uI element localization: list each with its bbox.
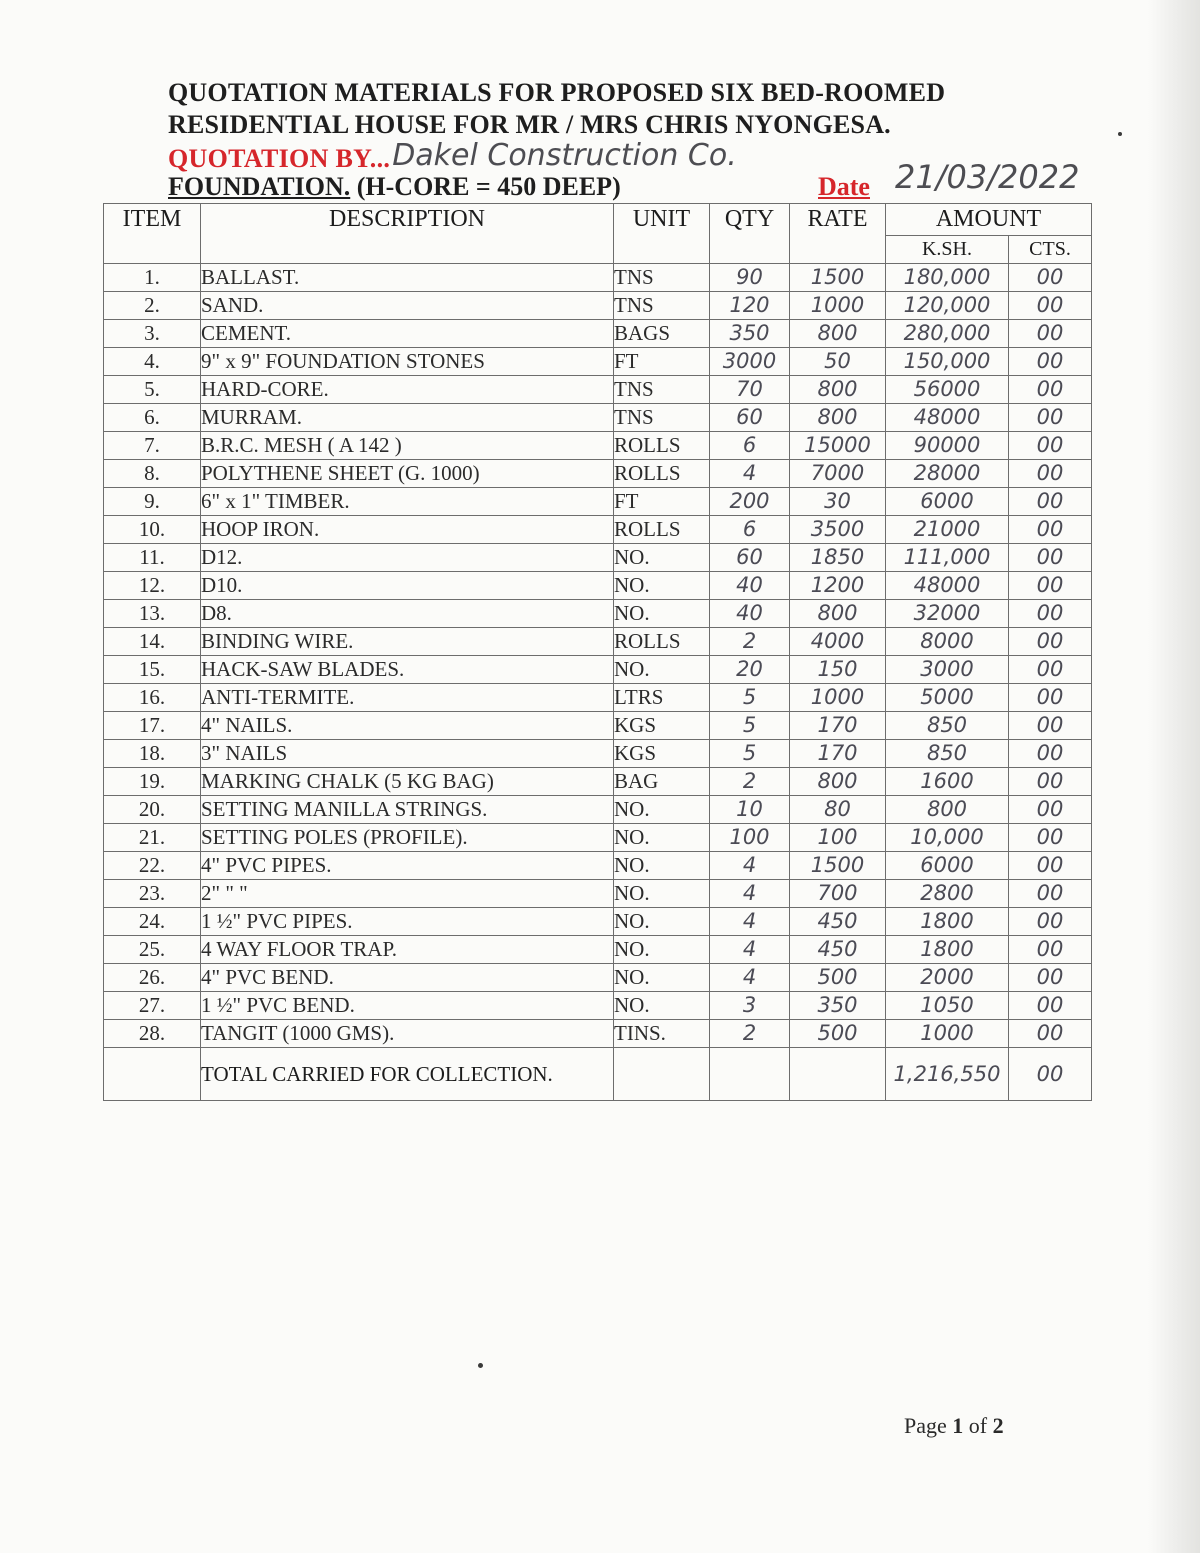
row-description: HARD-CORE. [201, 376, 614, 404]
row-rate: 800 [790, 768, 886, 796]
table-row [104, 908, 1092, 936]
table-row [104, 824, 1092, 852]
scan-speck [478, 1363, 483, 1368]
row-amount-ksh: 48000 [886, 572, 1009, 600]
row-description: B.R.C. MESH ( A 142 ) [201, 432, 614, 460]
quotation-by-line [168, 140, 737, 175]
row-qty: 100 [710, 824, 790, 852]
row-qty: 4 [710, 880, 790, 908]
row-rate: 7000 [790, 460, 886, 488]
row-unit: NO. [614, 824, 710, 852]
row-amount-ksh: 32000 [886, 600, 1009, 628]
row-unit: BAGS [614, 320, 710, 348]
row-rate: 1200 [790, 572, 886, 600]
row-qty: 2 [710, 1020, 790, 1048]
row-description: 9" x 9" FOUNDATION STONES [201, 348, 614, 376]
row-unit: NO. [614, 964, 710, 992]
row-item-number: 13. [104, 600, 201, 628]
row-amount-cts: 00 [1009, 964, 1092, 992]
row-item-number: 7. [104, 432, 201, 460]
table-row [104, 796, 1092, 824]
row-unit: NO. [614, 852, 710, 880]
row-description: D10. [201, 572, 614, 600]
total-item-cell [104, 1048, 201, 1101]
row-item-number: 6. [104, 404, 201, 432]
row-item-number: 25. [104, 936, 201, 964]
row-item-number: 12. [104, 572, 201, 600]
row-amount-cts: 00 [1009, 572, 1092, 600]
row-rate: 150 [790, 656, 886, 684]
row-qty: 350 [710, 320, 790, 348]
row-item-number: 23. [104, 880, 201, 908]
table-row [104, 936, 1092, 964]
column-header-description: DESCRIPTION [201, 204, 614, 264]
row-rate: 1850 [790, 544, 886, 572]
row-rate: 1000 [790, 684, 886, 712]
row-amount-cts: 00 [1009, 908, 1092, 936]
row-qty: 4 [710, 852, 790, 880]
page-total: 2 [992, 1413, 1004, 1438]
row-unit: FT [614, 348, 710, 376]
row-description: 4" NAILS. [201, 712, 614, 740]
row-item-number: 10. [104, 516, 201, 544]
row-description: SETTING POLES (PROFILE). [201, 824, 614, 852]
row-unit: TNS [614, 404, 710, 432]
row-unit: NO. [614, 544, 710, 572]
row-amount-ksh: 2000 [886, 964, 1009, 992]
row-amount-ksh: 10,000 [886, 824, 1009, 852]
row-rate: 15000 [790, 432, 886, 460]
document-title-line-2: RESIDENTIAL HOUSE FOR MR / MRS CHRIS NYONGESA. [168, 110, 891, 139]
row-item-number: 17. [104, 712, 201, 740]
row-amount-ksh: 150,000 [886, 348, 1009, 376]
row-rate: 450 [790, 936, 886, 964]
row-qty: 5 [710, 684, 790, 712]
row-item-number: 18. [104, 740, 201, 768]
row-amount-ksh: 6000 [886, 852, 1009, 880]
row-item-number: 15. [104, 656, 201, 684]
table-row [104, 264, 1092, 292]
row-amount-cts: 00 [1009, 992, 1092, 1020]
quotation-by-value: Dakel Construction Co. [392, 138, 737, 173]
section-title-label: FOUNDATION. [168, 172, 351, 201]
table-row [104, 320, 1092, 348]
total-amount-cts: 00 [1009, 1048, 1092, 1101]
row-description: SAND. [201, 292, 614, 320]
row-rate: 500 [790, 1020, 886, 1048]
column-header-item: ITEM [104, 204, 201, 264]
row-qty: 4 [710, 460, 790, 488]
row-amount-cts: 00 [1009, 712, 1092, 740]
row-amount-ksh: 1800 [886, 908, 1009, 936]
row-unit: ROLLS [614, 628, 710, 656]
row-amount-ksh: 21000 [886, 516, 1009, 544]
row-description: 4" PVC PIPES. [201, 852, 614, 880]
row-description: D12. [201, 544, 614, 572]
row-qty: 4 [710, 936, 790, 964]
row-qty: 2 [710, 628, 790, 656]
row-item-number: 14. [104, 628, 201, 656]
row-description: MARKING CHALK (5 KG BAG) [201, 768, 614, 796]
row-unit: TNS [614, 376, 710, 404]
row-rate: 1500 [790, 852, 886, 880]
row-qty: 4 [710, 908, 790, 936]
row-amount-ksh: 800 [886, 796, 1009, 824]
row-item-number: 11. [104, 544, 201, 572]
row-amount-ksh: 1050 [886, 992, 1009, 1020]
row-amount-cts: 00 [1009, 880, 1092, 908]
row-item-number: 20. [104, 796, 201, 824]
row-qty: 70 [710, 376, 790, 404]
row-amount-cts: 00 [1009, 600, 1092, 628]
row-amount-cts: 00 [1009, 684, 1092, 712]
row-amount-ksh: 8000 [886, 628, 1009, 656]
row-rate: 1500 [790, 264, 886, 292]
row-description: 4 WAY FLOOR TRAP. [201, 936, 614, 964]
row-unit: TNS [614, 264, 710, 292]
page-current: 1 [952, 1413, 964, 1438]
table-row [104, 964, 1092, 992]
row-unit: ROLLS [614, 460, 710, 488]
table-row [104, 404, 1092, 432]
row-qty: 5 [710, 740, 790, 768]
row-unit: TINS. [614, 1020, 710, 1048]
row-qty: 3 [710, 992, 790, 1020]
row-description: TANGIT (1000 GMS). [201, 1020, 614, 1048]
row-qty: 2 [710, 768, 790, 796]
column-header-rate: RATE [790, 204, 886, 264]
table-row [104, 740, 1092, 768]
table-row [104, 460, 1092, 488]
row-amount-cts: 00 [1009, 348, 1092, 376]
row-rate: 30 [790, 488, 886, 516]
table-row [104, 992, 1092, 1020]
row-unit: NO. [614, 992, 710, 1020]
row-qty: 20 [710, 656, 790, 684]
row-description: 4" PVC BEND. [201, 964, 614, 992]
row-amount-cts: 00 [1009, 768, 1092, 796]
row-rate: 170 [790, 740, 886, 768]
row-item-number: 3. [104, 320, 201, 348]
row-description: HACK-SAW BLADES. [201, 656, 614, 684]
row-item-number: 4. [104, 348, 201, 376]
row-unit: TNS [614, 292, 710, 320]
row-amount-cts: 00 [1009, 516, 1092, 544]
table-row [104, 1020, 1092, 1048]
row-amount-cts: 00 [1009, 544, 1092, 572]
total-amount-ksh: 1,216,550 [886, 1048, 1009, 1101]
row-amount-cts: 00 [1009, 796, 1092, 824]
row-qty: 10 [710, 796, 790, 824]
row-description: POLYTHENE SHEET (G. 1000) [201, 460, 614, 488]
row-rate: 80 [790, 796, 886, 824]
page-number [904, 1413, 1004, 1439]
row-unit: NO. [614, 908, 710, 936]
row-description: 2" " " [201, 880, 614, 908]
row-unit: KGS [614, 740, 710, 768]
table-body [104, 264, 1092, 1048]
row-item-number: 22. [104, 852, 201, 880]
row-amount-ksh: 1000 [886, 1020, 1009, 1048]
row-description: MURRAM. [201, 404, 614, 432]
table-row [104, 656, 1092, 684]
row-description: CEMENT. [201, 320, 614, 348]
row-rate: 800 [790, 376, 886, 404]
row-amount-cts: 00 [1009, 376, 1092, 404]
row-rate: 800 [790, 404, 886, 432]
row-amount-cts: 00 [1009, 852, 1092, 880]
row-item-number: 19. [104, 768, 201, 796]
row-rate: 350 [790, 992, 886, 1020]
row-unit: NO. [614, 656, 710, 684]
row-rate: 1000 [790, 292, 886, 320]
row-amount-cts: 00 [1009, 432, 1092, 460]
row-amount-ksh: 111,000 [886, 544, 1009, 572]
row-amount-cts: 00 [1009, 292, 1092, 320]
row-rate: 800 [790, 600, 886, 628]
column-header-unit: UNIT [614, 204, 710, 264]
row-item-number: 16. [104, 684, 201, 712]
row-description: 1 ½" PVC PIPES. [201, 908, 614, 936]
row-qty: 90 [710, 264, 790, 292]
row-qty: 6 [710, 516, 790, 544]
row-qty: 6 [710, 432, 790, 460]
row-description: SETTING MANILLA STRINGS. [201, 796, 614, 824]
row-description: 6" x 1" TIMBER. [201, 488, 614, 516]
row-qty: 120 [710, 292, 790, 320]
total-rate-cell [790, 1048, 886, 1101]
total-row [104, 1048, 1092, 1101]
row-item-number: 9. [104, 488, 201, 516]
row-qty: 200 [710, 488, 790, 516]
table-row [104, 684, 1092, 712]
table-row [104, 712, 1092, 740]
quotation-by-label: QUOTATION BY... [168, 144, 391, 173]
table-row [104, 768, 1092, 796]
row-description: 1 ½" PVC BEND. [201, 992, 614, 1020]
table-row [104, 572, 1092, 600]
page-edge-shadow [1148, 0, 1200, 1553]
row-amount-ksh: 28000 [886, 460, 1009, 488]
row-amount-ksh: 6000 [886, 488, 1009, 516]
row-amount-cts: 00 [1009, 824, 1092, 852]
row-amount-ksh: 3000 [886, 656, 1009, 684]
table-row [104, 852, 1092, 880]
row-item-number: 8. [104, 460, 201, 488]
date-label: Date [818, 172, 870, 201]
row-amount-cts: 00 [1009, 488, 1092, 516]
row-rate: 800 [790, 320, 886, 348]
row-unit: NO. [614, 796, 710, 824]
row-amount-ksh: 5000 [886, 684, 1009, 712]
scan-speck [1118, 132, 1122, 136]
section-note: (H-CORE = 450 DEEP) [356, 172, 621, 201]
row-qty: 40 [710, 600, 790, 628]
row-unit: BAG [614, 768, 710, 796]
row-unit: ROLLS [614, 516, 710, 544]
document-title-line-1: QUOTATION MATERIALS FOR PROPOSED SIX BED-ROOMED [168, 78, 946, 107]
row-item-number: 27. [104, 992, 201, 1020]
row-item-number: 26. [104, 964, 201, 992]
row-item-number: 28. [104, 1020, 201, 1048]
table-row [104, 880, 1092, 908]
table-header-row [104, 204, 1092, 236]
row-unit: NO. [614, 936, 710, 964]
row-amount-ksh: 850 [886, 712, 1009, 740]
date-value: 21/03/2022 [895, 158, 1080, 196]
row-rate: 4000 [790, 628, 886, 656]
table-row [104, 348, 1092, 376]
row-amount-cts: 00 [1009, 740, 1092, 768]
row-amount-cts: 00 [1009, 264, 1092, 292]
row-qty: 60 [710, 404, 790, 432]
row-amount-ksh: 56000 [886, 376, 1009, 404]
column-header-amount: AMOUNT [886, 204, 1092, 236]
row-amount-cts: 00 [1009, 460, 1092, 488]
row-unit: FT [614, 488, 710, 516]
table-row [104, 376, 1092, 404]
row-amount-cts: 00 [1009, 404, 1092, 432]
row-unit: KGS [614, 712, 710, 740]
table-row [104, 488, 1092, 516]
section-title [168, 172, 621, 202]
row-unit: NO. [614, 880, 710, 908]
row-description: BALLAST. [201, 264, 614, 292]
row-amount-ksh: 48000 [886, 404, 1009, 432]
row-unit: ROLLS [614, 432, 710, 460]
row-amount-ksh: 120,000 [886, 292, 1009, 320]
row-qty: 60 [710, 544, 790, 572]
row-amount-ksh: 180,000 [886, 264, 1009, 292]
row-description: D8. [201, 600, 614, 628]
page-prefix: Page [904, 1413, 947, 1438]
row-amount-cts: 00 [1009, 1020, 1092, 1048]
column-header-qty: QTY [710, 204, 790, 264]
row-unit: NO. [614, 600, 710, 628]
row-rate: 3500 [790, 516, 886, 544]
row-qty: 5 [710, 712, 790, 740]
row-rate: 50 [790, 348, 886, 376]
table-row [104, 600, 1092, 628]
table-row [104, 628, 1092, 656]
row-description: 3" NAILS [201, 740, 614, 768]
row-qty: 40 [710, 572, 790, 600]
row-amount-cts: 00 [1009, 628, 1092, 656]
total-unit-cell [614, 1048, 710, 1101]
row-unit: LTRS [614, 684, 710, 712]
row-amount-ksh: 850 [886, 740, 1009, 768]
row-amount-ksh: 2800 [886, 880, 1009, 908]
row-amount-ksh: 1800 [886, 936, 1009, 964]
row-rate: 450 [790, 908, 886, 936]
row-amount-cts: 00 [1009, 656, 1092, 684]
row-amount-ksh: 1600 [886, 768, 1009, 796]
table-row [104, 516, 1092, 544]
row-amount-cts: 00 [1009, 936, 1092, 964]
row-item-number: 24. [104, 908, 201, 936]
row-description: BINDING WIRE. [201, 628, 614, 656]
table-row [104, 544, 1092, 572]
row-rate: 100 [790, 824, 886, 852]
total-qty-cell [710, 1048, 790, 1101]
row-rate: 170 [790, 712, 886, 740]
row-item-number: 1. [104, 264, 201, 292]
table-row [104, 292, 1092, 320]
row-item-number: 21. [104, 824, 201, 852]
row-amount-cts: 00 [1009, 320, 1092, 348]
row-rate: 700 [790, 880, 886, 908]
row-qty: 4 [710, 964, 790, 992]
row-unit: NO. [614, 572, 710, 600]
page-of: of [968, 1413, 988, 1438]
row-description: ANTI-TERMITE. [201, 684, 614, 712]
row-amount-ksh: 280,000 [886, 320, 1009, 348]
row-item-number: 2. [104, 292, 201, 320]
quotation-table [103, 203, 1092, 1101]
table-row [104, 432, 1092, 460]
column-header-ksh: K.SH. [886, 236, 1009, 264]
row-item-number: 5. [104, 376, 201, 404]
row-rate: 500 [790, 964, 886, 992]
total-label: TOTAL CARRIED FOR COLLECTION. [201, 1048, 614, 1101]
row-description: HOOP IRON. [201, 516, 614, 544]
row-amount-ksh: 90000 [886, 432, 1009, 460]
row-qty: 3000 [710, 348, 790, 376]
column-header-cts: CTS. [1009, 236, 1092, 264]
